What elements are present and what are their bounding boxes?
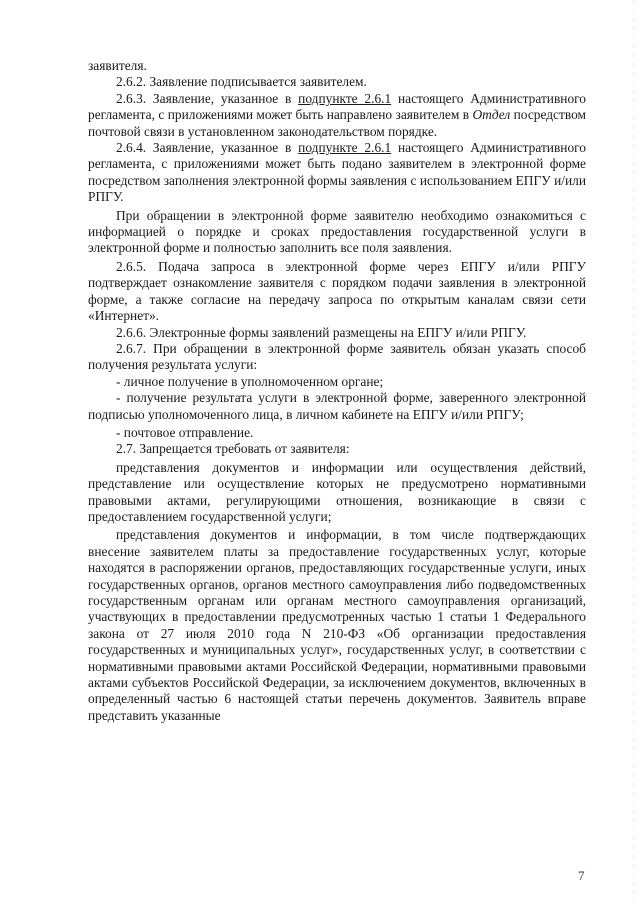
- paragraph-2-6-5: 2.6.5. Подача запроса в электронной форме через ЕПГУ и/или РПГУ подтверждает ознакомление заявителя с порядком подачи заявления в электронной форме, а также согласие на передачу запроса по открытым каналам связи сети «Интернет».: [88, 258, 586, 324]
- text-run: настоящего Административного регламента, с приложениями может быть подано заявителем в электронной форме посредством заполнения электронной формы заявления с использованием ЕПГУ и/или РПГУ.: [88, 140, 586, 205]
- paragraph-2-6-2: 2.6.2. Заявление подписывается заявителем.: [116, 74, 367, 90]
- paragraph-2-7: 2.7. Запрещается требовать от заявителя:: [116, 441, 350, 457]
- paragraph-2-6-3: [88, 91, 586, 140]
- scan-edge-artifact: [633, 0, 634, 905]
- paragraph-2-6-6: 2.6.6. Электронные формы заявлений размещены на ЕПГУ и/или РПГУ.: [116, 324, 527, 340]
- italic-term-otdel: Отдел: [472, 107, 511, 123]
- list-item-electronic-receipt: - получение результата услуги в электронной форме, заверенного электронной подписью уполномоченного лица, в личном кабинете на ЕПГУ и/или РПГУ;: [88, 390, 586, 422]
- text-run: настоящего Административного регламента, с приложениями может быть направлено заявителем в: [88, 90, 586, 123]
- reference-link-2-6-1[interactable]: подпункте 2.6.1: [298, 140, 392, 156]
- paragraph-2-6-7: 2.6.7. При обращении в электронной форме заявитель обязан указать способ получения результата услуги:: [88, 340, 586, 373]
- list-item-personal-receipt: - личное получение в уполномоченном органе;: [116, 373, 384, 389]
- text-run: 2.6.3. Заявление, указанное в: [116, 90, 299, 106]
- text-run: посредством почтовой связи в установленном законодательством порядке.: [88, 107, 586, 139]
- paragraph-electronic-application-note: При обращении в электронной форме заявителю необходимо ознакомиться с информацией о порядке и сроках предоставления государственной услуги в электронной форме и полностью заполнить все поля заявления.: [88, 207, 586, 256]
- list-item-postal-delivery: - почтовое отправление.: [116, 424, 254, 440]
- text-run: 2.6.4. Заявление, указанное в: [116, 140, 299, 156]
- reference-link-2-6-1[interactable]: подпункте 2.6.1: [298, 90, 392, 106]
- page-number: 7: [578, 868, 585, 883]
- paragraph-prohibited-documents-actions: представления документов и информации или осуществления действий, представление или осуществление которых не предусмотрено нормативными правовыми актами, регулирующими отношения, возникающие в связи с предоставлением государственной услуги;: [88, 459, 586, 524]
- document-body: [88, 58, 586, 724]
- paragraph-prohibited-documents-information: представления документов и информации, в том числе подтверждающих внесение заявителем платы за предоставление государственных услуг, которые находятся в распоряжении органов, предоставляющих государственные услуги, иных государственных органов, органов местного самоуправления либо подведомственных государственным органам или органам местного самоуправления организаций, участвующих в предоставлении предусмотренных частью 1 статьи 1 Федерального закона от 27 июля 2010 года N 210-ФЗ «Об организации предоставления государственных и муниципальных услуг», государственных услуг, в соответствии с нормативными правовыми актами Российской Федерации, нормативными правовыми актами субъектов Российской Федерации, за исключением документов, включенных в определенный частью 6 настоящей статьи перечень документов. Заявитель вправе представить указанные: [88, 527, 586, 723]
- paragraph-continuation: заявителя.: [88, 58, 147, 73]
- paragraph-2-6-4: [88, 140, 586, 206]
